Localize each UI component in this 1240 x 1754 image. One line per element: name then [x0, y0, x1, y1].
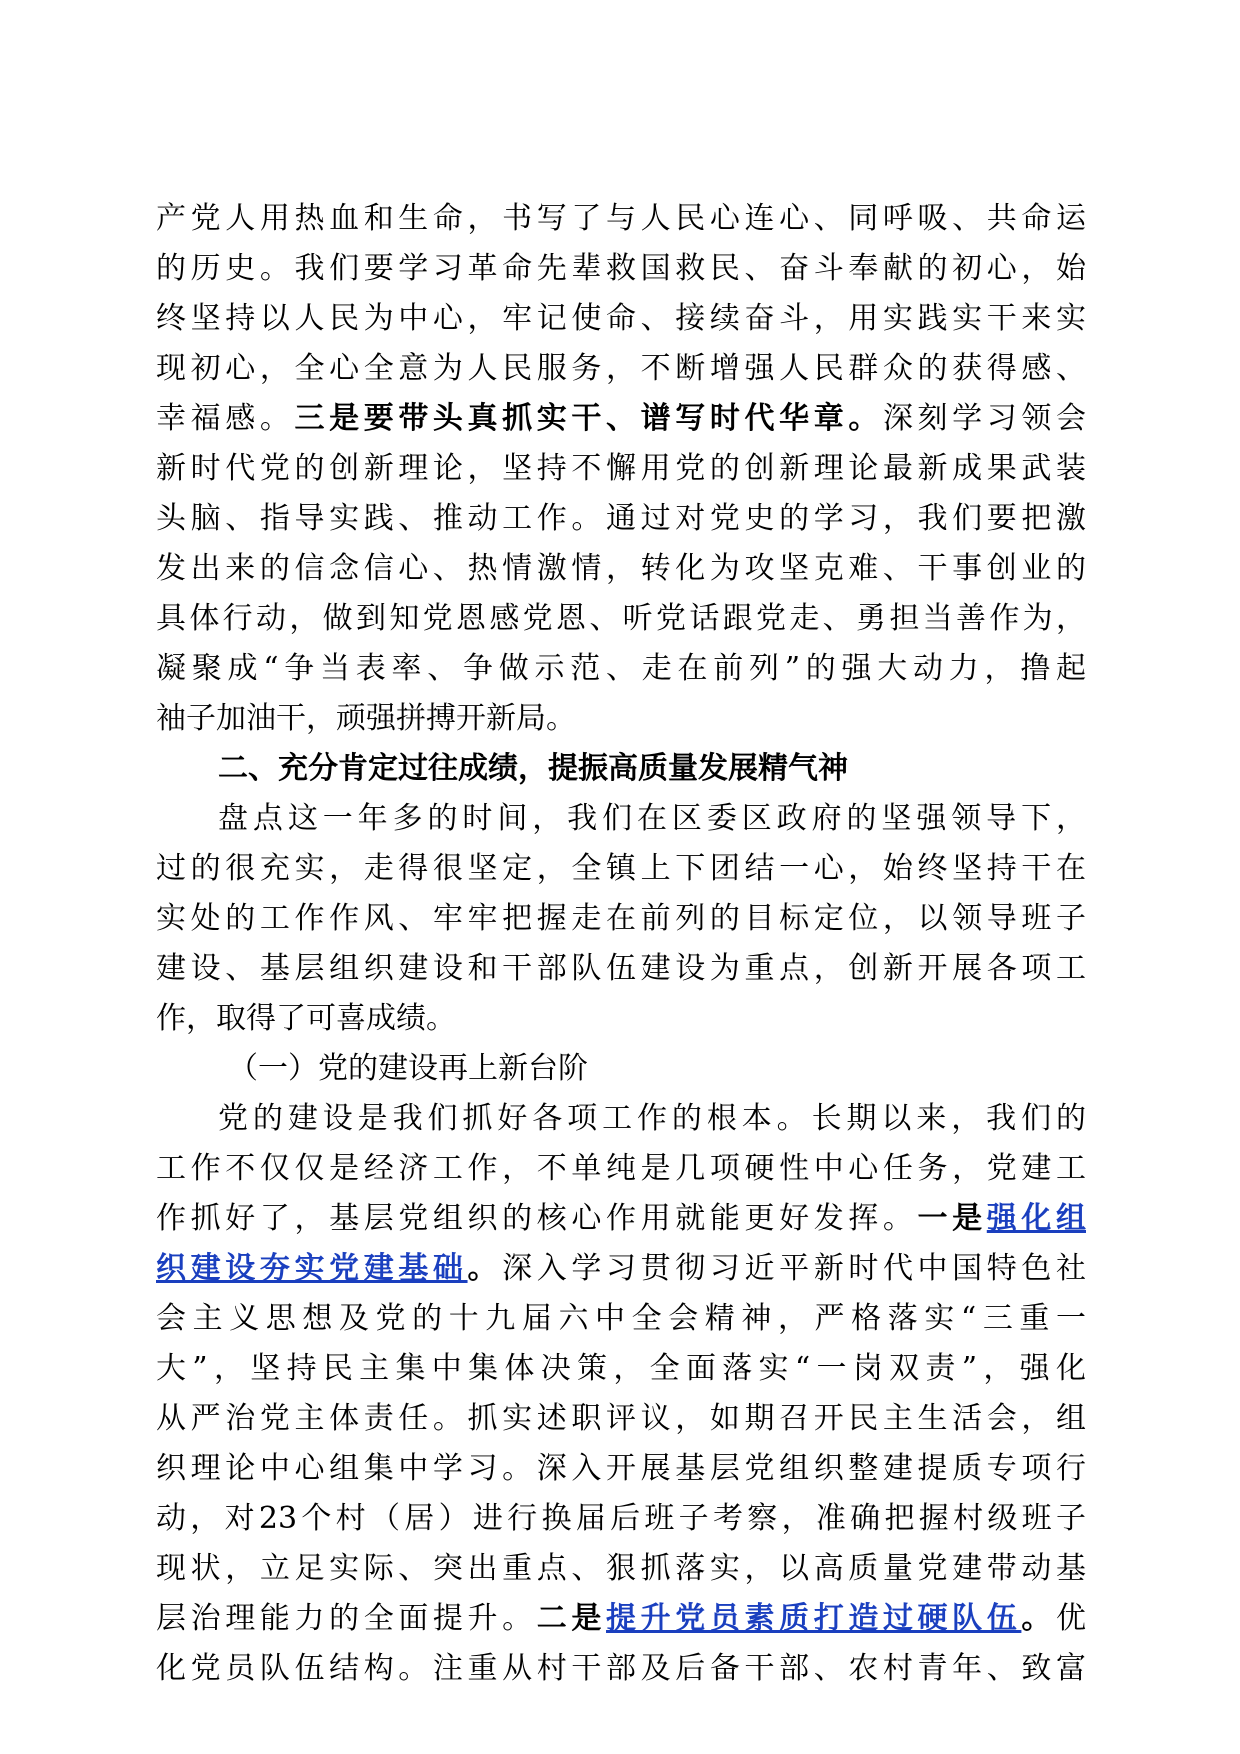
text-line: 发出来的信念信心、热情激情，转化为攻坚克难、干事创业的: [156, 551, 1086, 586]
text-line: 终坚持以人民为中心，牢记使命、接续奋斗，用实践实干来实: [156, 301, 1086, 336]
text-line: 具体行动，做到知党恩感党恩、听党话跟党走、勇担当善作为，: [156, 601, 1086, 636]
hyperlink[interactable]: 提升党员素质打造过硬队伍: [606, 1601, 1022, 1636]
text-line: 从严治党主体责任。抓实述职评议，如期召开民主生活会，组: [156, 1401, 1086, 1436]
text-line: 工作不仅仅是经济工作，不单纯是几项硬性中心任务，党建工: [156, 1151, 1086, 1186]
hyperlink[interactable]: 强化组: [986, 1201, 1086, 1236]
text-line: 作，取得了可喜成绩。: [156, 1001, 456, 1036]
bold-run: 一是: [917, 1201, 987, 1236]
document-page: [156, 194, 1086, 1694]
text-line: 凝聚成“争当表率、争做示范、走在前列”的强大动力，撸起: [156, 651, 1086, 686]
text-line: 会主义思想及党的十九届六中全会精神，严格落实“三重一: [156, 1301, 1086, 1336]
text-line: 实处的工作作风、牢牢把握走在前列的目标定位，以领导班子: [156, 901, 1086, 936]
text-line: 党的建设是我们抓好各项工作的根本。长期以来，我们的: [218, 1101, 1086, 1136]
text-run: 作抓好了，基层党组织的核心作用就能更好发挥。: [156, 1201, 918, 1236]
text-line: 现状，立足实际、突出重点、狠抓落实，以高质量党建带动基: [156, 1551, 1086, 1586]
text-line: 新时代党的创新理论，坚持不懈用党的创新理论最新成果武装: [156, 451, 1086, 486]
text-line: [156, 1244, 1086, 1294]
text-line: 产党人用热血和生命，书写了与人民心连心、同呼吸、共命运: [156, 201, 1086, 236]
text-line: 盘点这一年多的时间，我们在区委区政府的坚强领导下，: [218, 801, 1086, 836]
bold-run: 三是要带头真抓实干、谱写时代华章。: [294, 401, 883, 436]
text-line: 的历史。我们要学习革命先辈救国救民、奋斗奉献的初心，始: [156, 251, 1086, 286]
section-heading: 二、充分肯定过往成绩，提振高质量发展精气神: [218, 751, 848, 786]
text-line: 现初心，全心全意为人民服务，不断增强人民群众的获得感、: [156, 351, 1086, 386]
text-run: 优: [1056, 1601, 1086, 1636]
text-line: 建设、基层组织建设和干部队伍建设为重点，创新开展各项工: [156, 951, 1086, 986]
text-line: [156, 394, 1086, 444]
text-run: 幸福感。: [156, 401, 295, 436]
text-line: 化党员队伍结构。注重从村干部及后备干部、农村青年、致富: [156, 1651, 1086, 1686]
text-line: 织理论中心组集中学习。深入开展基层党组织整建提质专项行: [156, 1451, 1086, 1486]
text-line: [156, 1194, 1086, 1244]
text-run: 深入学习贯彻习近平新时代中国特色社: [502, 1251, 1086, 1286]
hyperlink[interactable]: 织建设夯实党建基础: [156, 1251, 468, 1286]
subsection-heading: （一）党的建设再上新台阶: [228, 1051, 588, 1086]
bold-run: 二是: [536, 1601, 607, 1636]
text-run: 深刻学习领会: [882, 401, 1086, 436]
text-line: 大”，坚持民主集中集体决策，全面落实“一岗双责”，强化: [156, 1351, 1086, 1386]
text-line: 头脑、指导实践、推动工作。通过对党史的学习，我们要把激: [156, 501, 1086, 536]
text-line: 动，对23个村（居）进行换届后班子考察，准确把握村级班子: [156, 1501, 1086, 1536]
text-line: 袖子加油干，顽强拼搏开新局。: [156, 701, 576, 736]
bold-run: 。: [467, 1251, 503, 1286]
text-run: 层治理能力的全面提升。: [156, 1601, 537, 1636]
text-line: 过的很充实，走得很坚定，全镇上下团结一心，始终坚持干在: [156, 851, 1086, 886]
bold-run: 。: [1021, 1601, 1057, 1636]
text-line: [156, 1594, 1086, 1644]
